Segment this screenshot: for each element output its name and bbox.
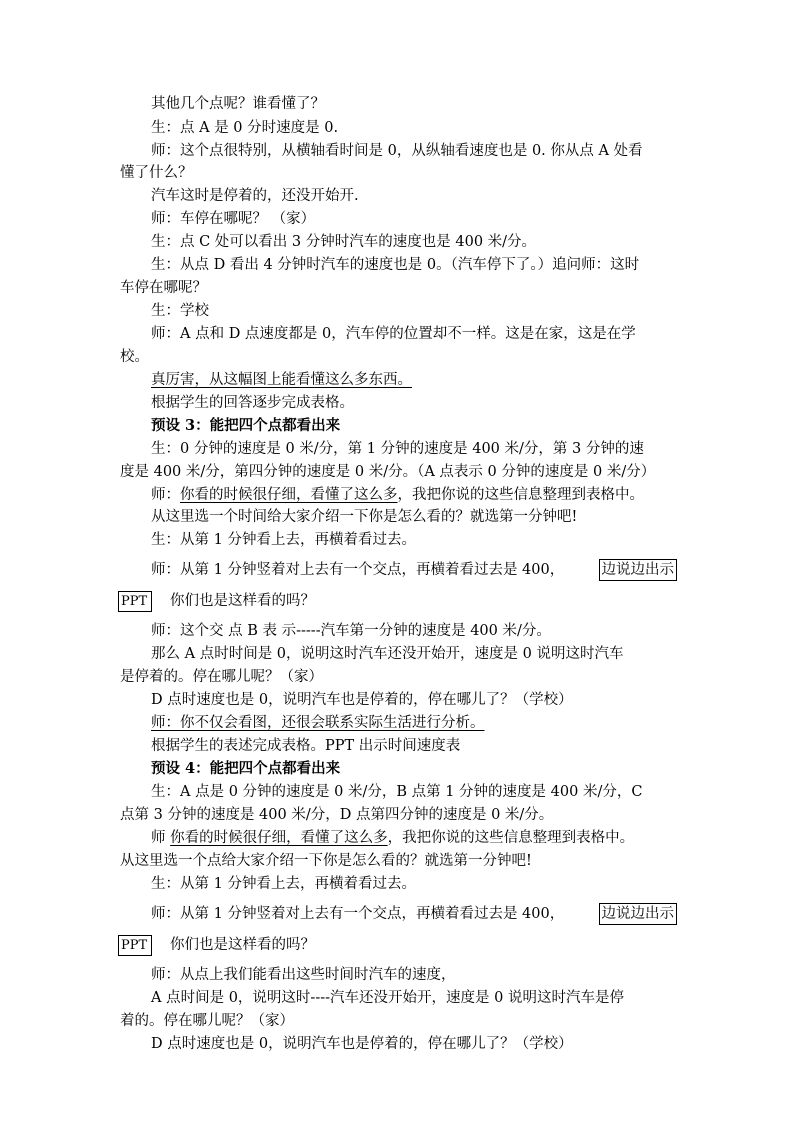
boxed-note: 边说边出示 <box>599 559 678 581</box>
paragraph-line: 度是 400 米/分，第四分钟的速度是 0 米/分。（A 点表示 0 分钟的速度是 0 米/分） <box>120 464 656 480</box>
praise-line: 师：你不仅会看图，还很会联系实际生活进行分析。 <box>151 715 485 731</box>
paragraph-line: 那么 A 点时时间是 0，说明这时汽车还没开始开，速度是 0 说明这时汽车 <box>151 646 624 662</box>
paragraph-line: 生：A 点是 0 分钟的速度是 0 米/分，B 点第 1 分钟的速度是 400 米/分，C <box>151 784 643 800</box>
paragraph-line: 其他几个点呢？谁看懂了？ <box>151 96 325 112</box>
paragraph-line: 从这里选一个时间给大家介绍一下你是怎么看的？就选第一分钟吧! <box>151 509 578 525</box>
section-heading: 预设 4：能把四个点都看出来 <box>151 760 341 777</box>
ppt-tag: PPT <box>118 935 152 956</box>
paragraph-line: D 点时速度也是 0，说明汽车也是停着的，停在哪儿了？（学校） <box>151 692 573 708</box>
boxed-note: 边说边出示 <box>599 903 678 925</box>
paragraph-line: 生：从第 1 分钟看上去，再横着看过去。 <box>151 876 416 892</box>
paragraph-line: 生：点 C 处可以看出 3 分钟时汽车的速度也是 400 米/分。 <box>151 234 537 250</box>
paragraph-line: 是停着的。停在哪儿呢？（家） <box>120 669 323 685</box>
paragraph-line: 根据学生的回答逐步完成表格。 <box>151 395 354 411</box>
paragraph-line: 生：学校 <box>151 303 209 319</box>
paragraph-line: 师：从第 1 分钟竖着对上去有一个交点，再横着看过去是 400， <box>151 562 565 578</box>
ppt-tag: PPT <box>118 591 152 612</box>
paragraph-line: 点第 3 分钟的速度是 400 米/分，D 点第四分钟的速度是 0 米/分。 <box>120 807 554 823</box>
paragraph-line: 师：A 点和 D 点速度都是 0，汽车停的位置却不一样。这是在家，这是在学 <box>151 326 636 342</box>
paragraph-line: 师 你看的时候很仔细，看懂了这么多，我把你说的这些信息整理到表格中。 <box>151 830 635 846</box>
paragraph-line: 生：0 分钟的速度是 0 米/分，第 1 分钟的速度是 400 米/分，第 3 分钟的速 <box>151 441 644 457</box>
paragraph-line: 汽车这时是停着的，还没开始开. <box>151 188 359 204</box>
paragraph-line: 师：车停在哪呢？ （家） <box>151 211 316 227</box>
paragraph-line: 师：从点上我们能看出这些时间时汽车的速度， <box>151 967 456 983</box>
paragraph-line: 师：你看的时候很仔细，看懂了这么多，我把你说的这些信息整理到表格中。 <box>151 487 644 503</box>
paragraph-line: A 点时间是 0，说明这时----汽车还没开始开，速度是 0 说明这时汽车是停 <box>151 990 624 1006</box>
paragraph-line: 生：从第 1 分钟看上去，再横着看过去。 <box>151 532 416 548</box>
paragraph-line: 师：从第 1 分钟竖着对上去有一个交点，再横着看过去是 400， <box>151 906 565 922</box>
praise-line: 真厉害，从这幅图上能看懂这么多东西。 <box>151 372 412 388</box>
underlined-praise: 你看的时候很仔细，看懂了这么多 <box>170 830 388 846</box>
ppt-row: PPT 你们也是这样看的吗？ <box>118 934 678 956</box>
paragraph-line: 生：从点 D 看出 4 分钟时汽车的速度也是 0。（汽车停下了。）追问师：这时 <box>151 257 640 273</box>
paragraph-line: 校。 <box>120 349 149 365</box>
section-heading: 预设 3：能把四个点都看出来 <box>151 417 341 434</box>
underlined-praise: 你看的时候很仔细，看懂了这么多 <box>180 487 398 503</box>
paragraph-line: 懂了什么？ <box>120 165 193 181</box>
paragraph-line: 生：点 A 是 0 分时速度是 0. <box>151 120 339 136</box>
paragraph-line: 师：这个交 点 B 表 示-----汽车第一分钟的速度是 400 米/分。 <box>151 623 551 639</box>
paragraph-line: D 点时速度也是 0，说明汽车也是停着的，停在哪儿了？（学校） <box>151 1036 573 1052</box>
paragraph-line: 根据学生的表述完成表格。PPT 出示时间速度表 <box>151 738 461 754</box>
paragraph-line: 车停在哪呢？ <box>120 280 207 296</box>
paragraph-line: 从这里选一个点给大家介绍一下你是怎么看的？就选第一分钟吧! <box>120 853 532 869</box>
ppt-row: PPT 你们也是这样看的吗？ <box>118 590 678 612</box>
paragraph-line: 师：这个点很特别，从横轴看时间是 0，从纵轴看速度也是 0. 你从点 A 处看 <box>151 143 643 159</box>
paragraph-line: 着的。停在哪儿呢？（家） <box>120 1013 294 1029</box>
